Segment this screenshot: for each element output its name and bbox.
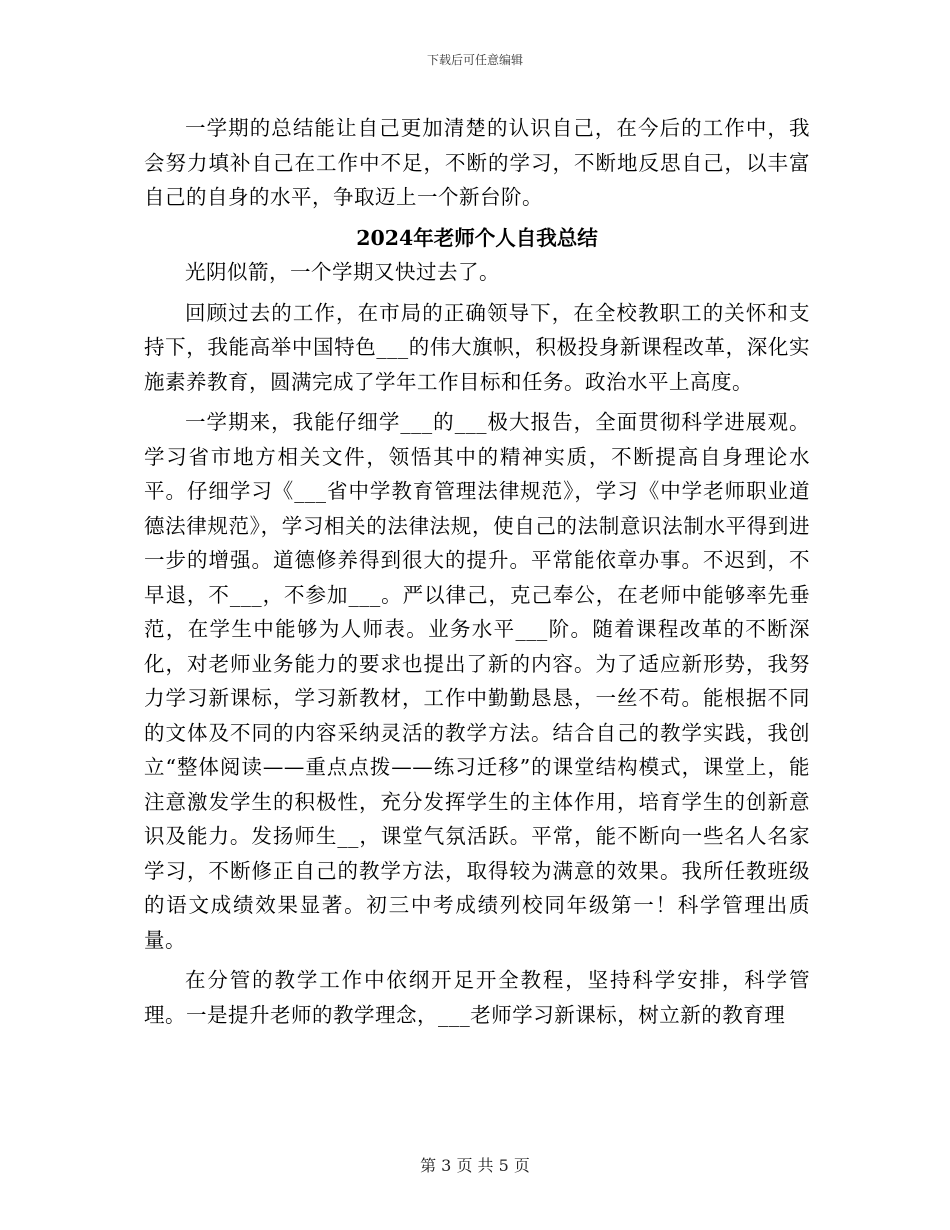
paragraph-3: 一学期来，我能仔细学___的___极大报告，全面贯彻科学进展观。学习省市地方相关文件，领悟其中的精神实质，不断提高自身理论水平。仔细学习《___省中学教育管理法律规范》，学习《中学老师职业道德法律规范》，学习相关的法律法规，使自己的法制意识法制水平得到进一步的增强。道德修养得到很大的提升。平常能依章办事。不迟到，不早退，不___，不参加___。严以律己，克己奉公，在老师中能够率先垂范，在学生中能够为人师表。业务水平___阶。随着课程改革的不断深化，对老师业务能力的要求也提出了新的内容。为了适应新形势，我努力学习新课标，学习新教材，工作中勤勤恳恳，一丝不苟。能根据不同的文体及不同的内容采纳灵活的教学方法。结合自己的教学实践，我创立“整体阅读——重点点拨——练习迁移”的课堂结构模式，课堂上，能注意激发学生的积极性，充分发挥学生的主体作用，培育学生的创新意识及能力。发扬师生__，课堂气氛活跃。平常，能不断向一些名人名家学习，不断修正自己的教学方法，取得较为满意的效果。我所任教班级的语文成绩效果显著。初三中考成绩列校同年级第一！科学管理出质量。	[144, 410, 810, 952]
paragraph-2: 回顾过去的工作，在市局的正确领导下，在全校教职工的关怀和支持下，我能高举中国特色___的伟大旗帜，积极投身新课程改革，深化实施素养教育，圆满完成了学年工作目标和任务。政治水平上高度。	[144, 300, 810, 394]
page-header: 下载后可任意编辑	[426, 53, 523, 67]
paragraph-1: 光阴似箭，一个学期又快过去了。	[185, 260, 500, 284]
paragraph-4: 在分管的教学工作中依纲开足开全教程，坚持科学安排，科学管理。一是提升老师的教学理念，___老师学习新课标，树立新的教育理	[144, 968, 810, 1027]
document-title: 2024年老师个人自我总结	[356, 225, 598, 250]
intro-paragraph: 一学期的总结能让自己更加清楚的认识自己，在今后的工作中，我会努力填补自己在工作中不足，不断的学习，不断地反思自己，以丰富自己的自身的水平，争取迈上一个新台阶。	[144, 116, 810, 209]
page-footer: 第 3 页 共 5 页	[420, 1156, 530, 1175]
document-body	[144, 111, 810, 1038]
